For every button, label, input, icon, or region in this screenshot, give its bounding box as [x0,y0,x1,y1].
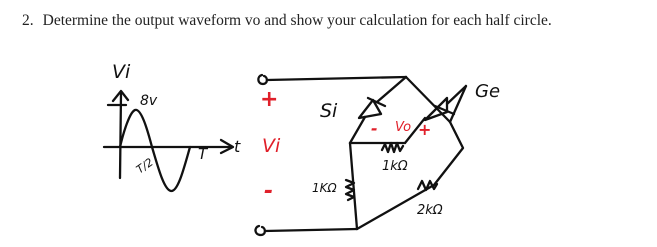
left-junction-wire [350,143,357,229]
bottom-terminal-circle [255,226,264,235]
top-terminal-circle [258,75,267,84]
half-period-label: T/2 [133,155,156,177]
input-waveform-graph [104,61,241,191]
si-diode [320,77,406,143]
source-terminals [255,75,281,235]
vo-branch [350,119,431,174]
left-resistor-label: 1KΩ [312,181,337,195]
amplitude-label: 8v [140,93,158,109]
top-right-wire [406,77,450,122]
vo-resistor [382,143,403,152]
plus-terminal-sign: + [260,87,279,112]
right-resistor-label: 2kΩ [417,203,443,218]
top-wire [267,77,406,80]
vi-axis-label: Vi [112,61,131,83]
period-label: T [198,145,208,163]
vo-minus-sign: - [371,119,378,138]
ge-diode-label: Ge [475,81,501,102]
vo-plus-sign: + [418,120,432,139]
time-axis-label: t [234,137,241,156]
si-diode-label: Si [320,100,338,122]
question-body: Determine the output waveform vo and show your calculation for each half circle. [42,12,552,29]
minus-terminal-sign: - [264,179,274,204]
vo-resistor-label: 1kΩ [382,159,408,174]
question-number: 2. [22,12,34,29]
vo-label: Vo [395,120,412,135]
left-resistor [312,180,354,200]
source-label: Vi [262,135,281,157]
sine-wave [120,110,190,191]
bottom-wire [265,229,357,231]
